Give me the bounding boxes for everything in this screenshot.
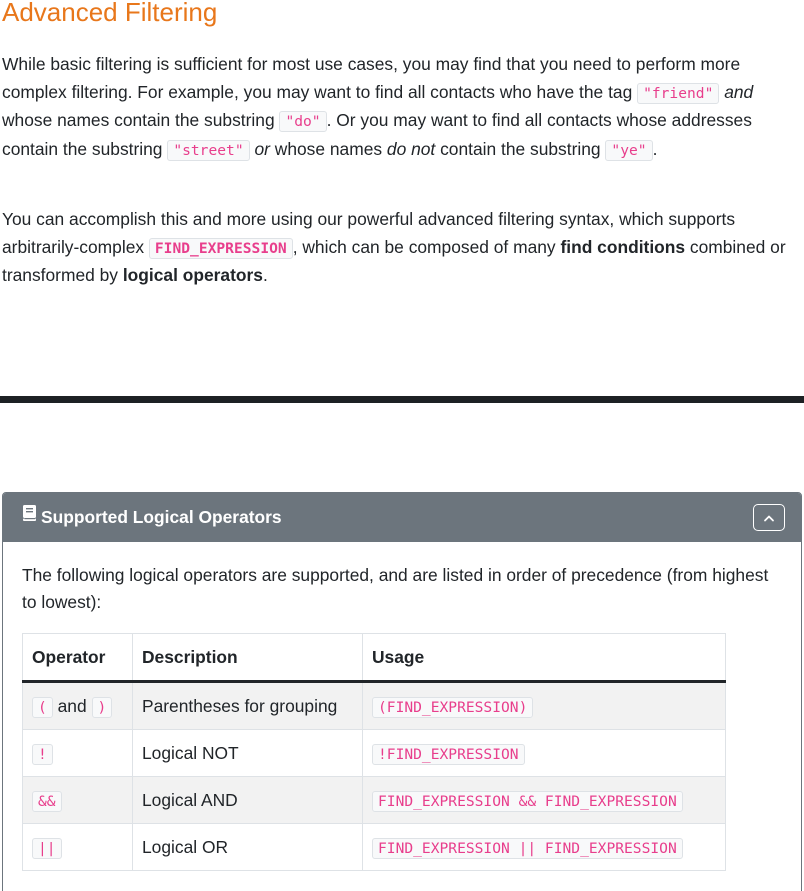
usage-cell	[363, 730, 726, 777]
operator-code: )	[92, 697, 113, 718]
operator-code: !	[32, 744, 53, 765]
intro-text: whose names	[269, 138, 387, 159]
code-street: "street"	[167, 140, 249, 161]
intro-text: whose names contain the substring	[2, 110, 280, 130]
operator-cell	[23, 824, 133, 871]
bold-logical-operators: logical operators	[122, 265, 263, 285]
logical-operators-card	[2, 492, 802, 891]
syntax-text: combined or transformed by	[2, 236, 786, 285]
header-description: Description	[133, 634, 363, 682]
description-cell: Parentheses for grouping	[133, 682, 363, 730]
card-header[interactable]	[3, 493, 801, 542]
card-description: The following logical operators are supported, and are listed in order of precedence (from highest to lowest):	[22, 565, 769, 612]
description-cell: Logical AND	[133, 777, 363, 824]
operator-cell	[23, 777, 133, 824]
syntax-text: You can accomplish this and more using our powerful advanced filtering syntax, which supports arbitrarily-complex	[2, 209, 736, 257]
syntax-text: .	[262, 265, 268, 285]
intro-text: .	[652, 138, 658, 159]
usage-code: FIND_EXPRESSION && FIND_EXPRESSION	[372, 791, 683, 812]
card-title-label: Supported Logical Operators	[41, 507, 282, 527]
usage-cell	[363, 824, 726, 871]
usage-code: (FIND_EXPRESSION)	[372, 697, 533, 718]
book-icon	[21, 492, 37, 541]
description-cell: Logical OR	[133, 824, 363, 871]
collapse-button[interactable]	[753, 504, 785, 531]
horizontal-divider	[0, 396, 804, 403]
emphasis-and: and	[724, 81, 754, 102]
card-title	[21, 493, 282, 542]
usage-cell	[363, 777, 726, 824]
syntax-text: , which can be composed of many	[292, 236, 561, 257]
usage-code: FIND_EXPRESSION || FIND_EXPRESSION	[372, 838, 683, 859]
header-usage: Usage	[363, 634, 726, 682]
code-friend: "friend"	[637, 83, 719, 104]
operator-code: ||	[32, 838, 62, 859]
code-do: "do"	[279, 111, 326, 132]
table-row	[23, 682, 726, 730]
description-cell: Logical NOT	[133, 730, 363, 777]
operator-joiner: and	[57, 695, 87, 716]
operator-code: &&	[32, 791, 62, 812]
table-header-row	[23, 634, 726, 682]
usage-cell	[363, 682, 726, 730]
usage-code: !FIND_EXPRESSION	[372, 744, 525, 765]
operators-table	[22, 633, 726, 871]
intro-text: . Or you may want to find all contacts whose addresses contain the substring	[2, 110, 752, 159]
intro-text: While basic filtering is sufficient for most use cases, you may find that you need to perform more complex filtering. For example, you may want to find all contacts who have the tag	[2, 54, 741, 102]
chevron-up-icon	[763, 514, 775, 522]
code-ye: "ye"	[605, 140, 652, 161]
emphasis-do-not: do not	[386, 138, 436, 159]
syntax-paragraph	[2, 206, 804, 290]
operator-code: (	[32, 697, 53, 718]
emphasis-or: or	[254, 138, 270, 159]
operator-cell	[23, 730, 133, 777]
bold-find-conditions: find conditions	[560, 236, 686, 257]
section-heading: Advanced Filtering	[2, 0, 218, 27]
code-find-expression: FIND_EXPRESSION	[149, 238, 293, 259]
intro-text: contain the substring	[435, 138, 606, 159]
intro-paragraph	[2, 51, 804, 164]
operator-cell	[23, 682, 133, 730]
table-row	[23, 777, 726, 824]
header-operator: Operator	[23, 634, 133, 682]
table-row	[23, 824, 726, 871]
table-row	[23, 730, 726, 777]
